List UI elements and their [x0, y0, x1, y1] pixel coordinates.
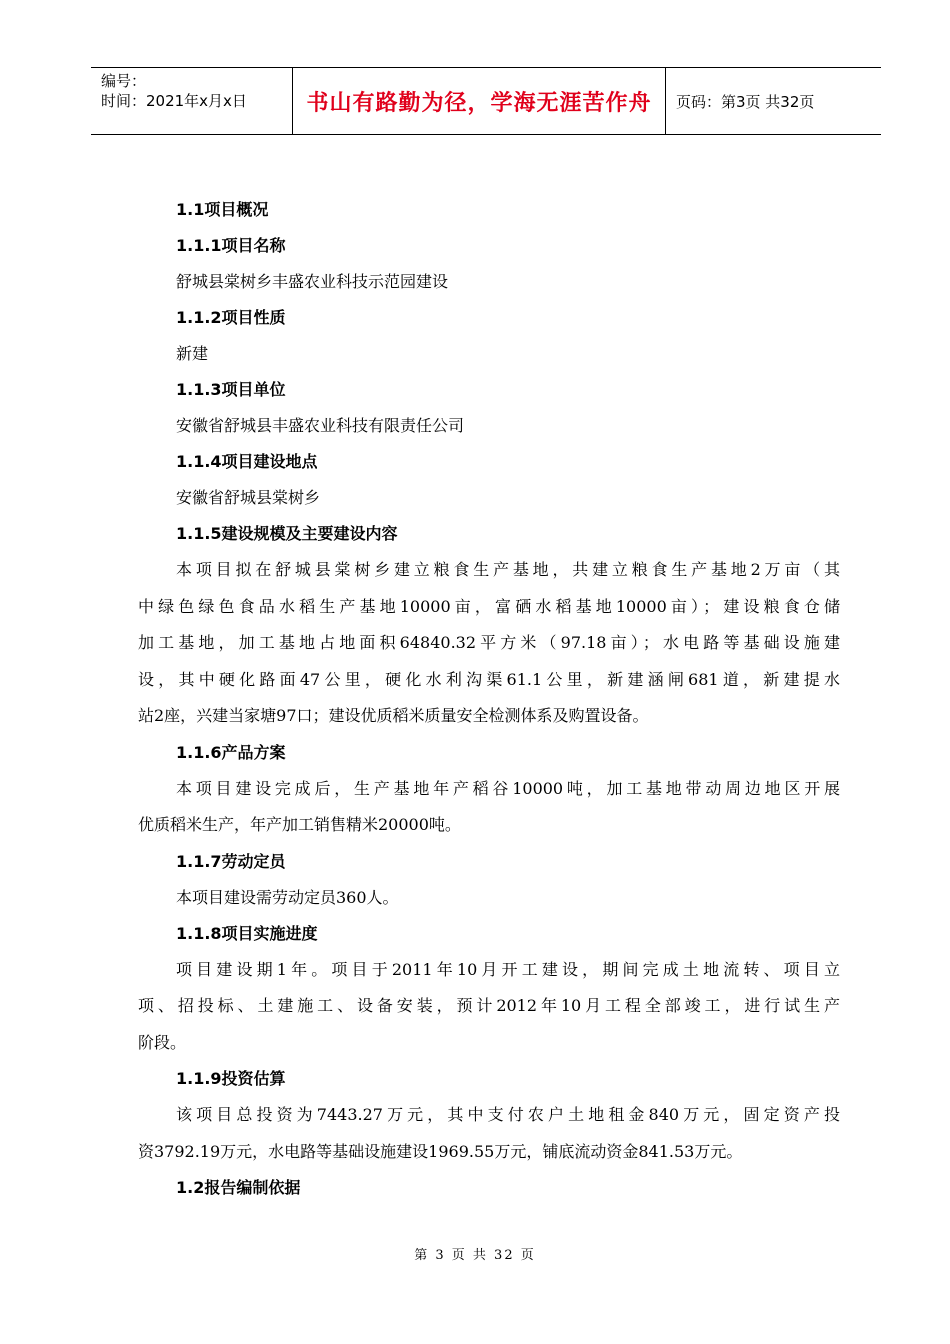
paragraph-line: 加工基地，加工基地占地面积64840.32平方米（97.18亩）；水电路等基础设施建 [138, 633, 840, 652]
section-heading-1-1-5: 1.1.5建设规模及主要建设内容 [176, 524, 398, 543]
project-name: 舒城县棠树乡丰盛农业科技示范园建设 [176, 272, 449, 291]
section-heading-1-1-9: 1.1.9投资估算 [176, 1069, 286, 1088]
paragraph-line: 中绿色绿色食品水稻生产基地10000亩，富硒水稻基地10000亩）；建设粮食仓储 [138, 596, 840, 616]
labor-text: 本项目建设需劳动定员360人。 [176, 887, 399, 907]
header-motto: 书山有路勤为径，学海无涯苦作舟 [293, 68, 666, 134]
page-footer: 第 3 页 共 32 页 [414, 1248, 536, 1263]
paragraph-line: 项、招投标、土建施工、设备安装，预计2012年10月工程全部竣工，进行试生产 [138, 996, 840, 1015]
page-header [91, 67, 881, 135]
section-heading-1-1-3: 1.1.3项目单位 [176, 380, 286, 399]
section-heading-1-1-8: 1.1.8项目实施进度 [176, 923, 318, 943]
section-heading-1-1-1: 1.1.1项目名称 [176, 236, 286, 255]
header-meta [91, 68, 293, 134]
paragraph-line: 项目建设期1年。项目于2011年10月开工建设，期间完成土地流转、项目立 [176, 959, 840, 979]
paragraph-line: 站2座，兴建当家塘97口；建设优质稻米质量安全检测体系及购置设备。 [138, 706, 649, 725]
section-heading-1-1-4: 1.1.4项目建设地点 [176, 452, 318, 471]
paragraph-line: 资3792.19万元，水电路等基础设施建设1969.55万元，铺底流动资金841.53万元。 [138, 1141, 743, 1161]
schedule-paragraph [138, 952, 840, 1062]
scale-paragraph [138, 552, 840, 735]
section-heading-1-1-2: 1.1.2项目性质 [176, 308, 286, 327]
section-heading-1-1-7: 1.1.7劳动定员 [176, 851, 286, 871]
paragraph-line: 优质稻米生产，年产加工销售精米20000吨。 [138, 815, 461, 834]
section-heading-1-2: 1.2报告编制依据 [176, 1178, 301, 1197]
document-body [138, 192, 840, 1206]
paragraph-line: 本项目建设完成后，生产基地年产稻谷10000吨，加工基地带动周边地区开展 [176, 778, 840, 798]
paragraph-line: 设，其中硬化路面47公里，硬化水利沟渠61.1公里，新建涵闸681道，新建提水 [138, 669, 840, 689]
project-unit: 安徽省舒城县丰盛农业科技有限责任公司 [176, 416, 465, 435]
time-label: 时间：2021年x月x日 [101, 92, 247, 110]
number-label: 编号： [101, 72, 147, 90]
section-heading-1-1: 1.1项目概况 [176, 200, 269, 219]
paragraph-line: 该项目总投资为7443.27万元，其中支付农户土地租金840万元，固定资产投 [176, 1105, 840, 1124]
project-location: 安徽省舒城县棠树乡 [176, 488, 321, 507]
project-nature: 新建 [176, 344, 209, 363]
investment-paragraph [138, 1097, 840, 1170]
paragraph-line: 阶段。 [138, 1032, 187, 1052]
header-page-info: 页码：第3页 共32页 [676, 92, 815, 111]
paragraph-line: 本项目拟在舒城县棠树乡建立粮食生产基地，共建立粮食生产基地2万亩（其 [176, 560, 840, 579]
product-paragraph [138, 771, 840, 844]
section-heading-1-1-6: 1.1.6产品方案 [176, 742, 286, 762]
